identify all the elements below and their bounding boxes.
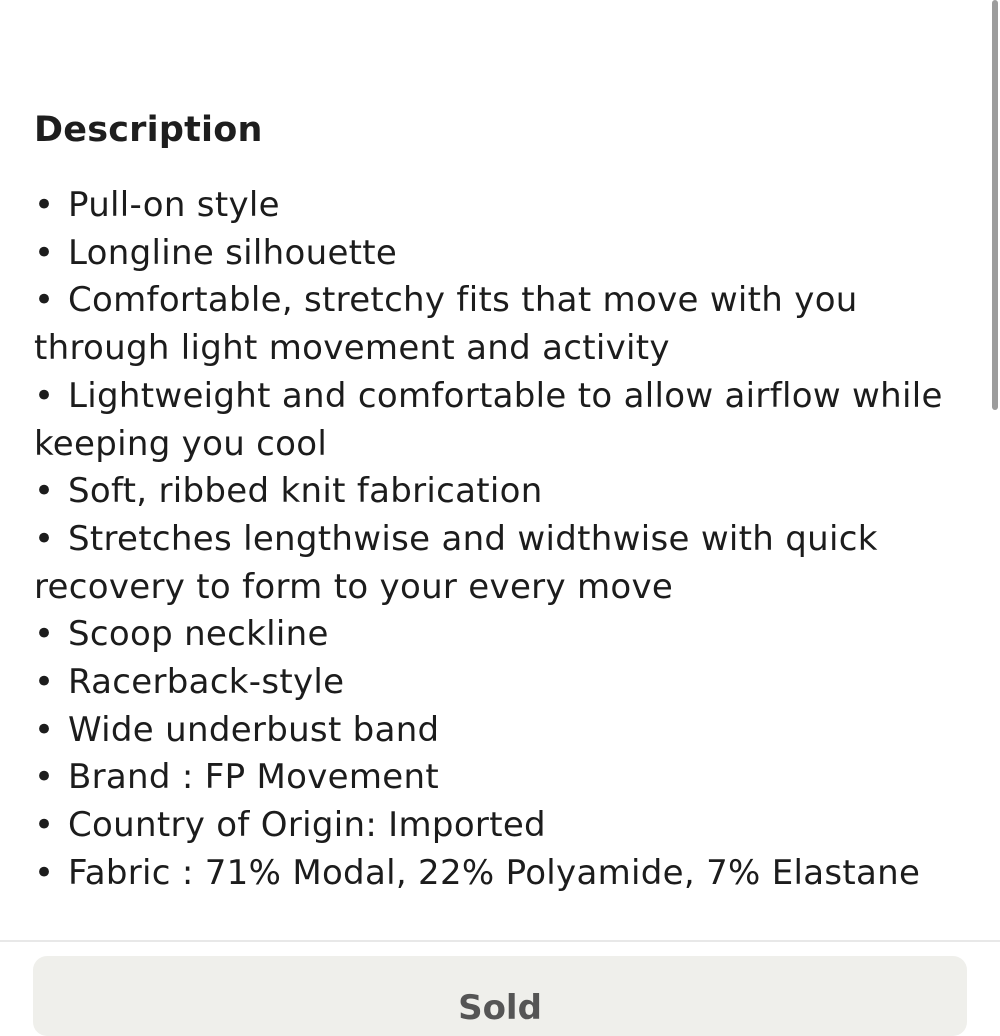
list-item-text: Lightweight and comfortable to allow airflow while keeping you cool xyxy=(34,375,943,464)
list-item-text: Fabric : 71% Modal, 22% Polyamide, 7% Elastane xyxy=(68,852,921,893)
description-list xyxy=(34,182,964,898)
list-item-text: Brand : FP Movement xyxy=(68,757,440,798)
list-item-text: Country of Origin: Imported xyxy=(68,805,546,846)
list-item xyxy=(34,850,964,898)
bullet-icon: • xyxy=(34,662,55,703)
list-item-text: Comfortable, stretchy fits that move with you through light movement and activity xyxy=(34,280,858,369)
list-item-text: Pull-on style xyxy=(68,185,280,225)
scrollbar[interactable] xyxy=(986,0,1000,940)
description-heading: Description xyxy=(34,110,263,150)
list-item-text: Stretches lengthwise and widthwise with quick recovery to form to your every move xyxy=(34,518,878,607)
bullet-icon: • xyxy=(34,757,55,798)
bullet-icon: • xyxy=(34,852,55,893)
footer-divider xyxy=(0,940,1000,942)
bullet-icon: • xyxy=(34,709,55,750)
bullet-icon: • xyxy=(34,805,55,846)
list-item xyxy=(34,611,964,659)
bullet-icon: • xyxy=(34,280,55,321)
list-item-text: Racerback-style xyxy=(68,662,345,703)
scrollbar-thumb[interactable] xyxy=(992,0,998,410)
list-item xyxy=(34,277,964,372)
bullet-icon: • xyxy=(34,518,55,559)
list-item xyxy=(34,754,964,802)
list-item xyxy=(34,802,964,850)
bullet-icon: • xyxy=(34,614,55,655)
list-item xyxy=(34,182,964,230)
list-item-text: Longline silhouette xyxy=(68,232,398,273)
list-item xyxy=(34,707,964,755)
bullet-icon: • xyxy=(34,471,55,512)
bullet-icon: • xyxy=(34,185,55,225)
list-item xyxy=(34,468,964,516)
list-item-text: Scoop neckline xyxy=(68,614,329,655)
list-item xyxy=(34,659,964,707)
bullet-icon: • xyxy=(34,232,55,273)
description-section xyxy=(34,106,964,898)
bullet-icon: • xyxy=(34,375,55,416)
list-item xyxy=(34,230,964,278)
list-item-text: Soft, ribbed knit fabrication xyxy=(68,471,543,512)
sold-button-label: Sold xyxy=(458,988,542,1028)
sold-button[interactable] xyxy=(33,956,967,1036)
list-item-text: Wide underbust band xyxy=(68,709,440,750)
list-item xyxy=(34,373,964,468)
list-item xyxy=(34,516,964,611)
